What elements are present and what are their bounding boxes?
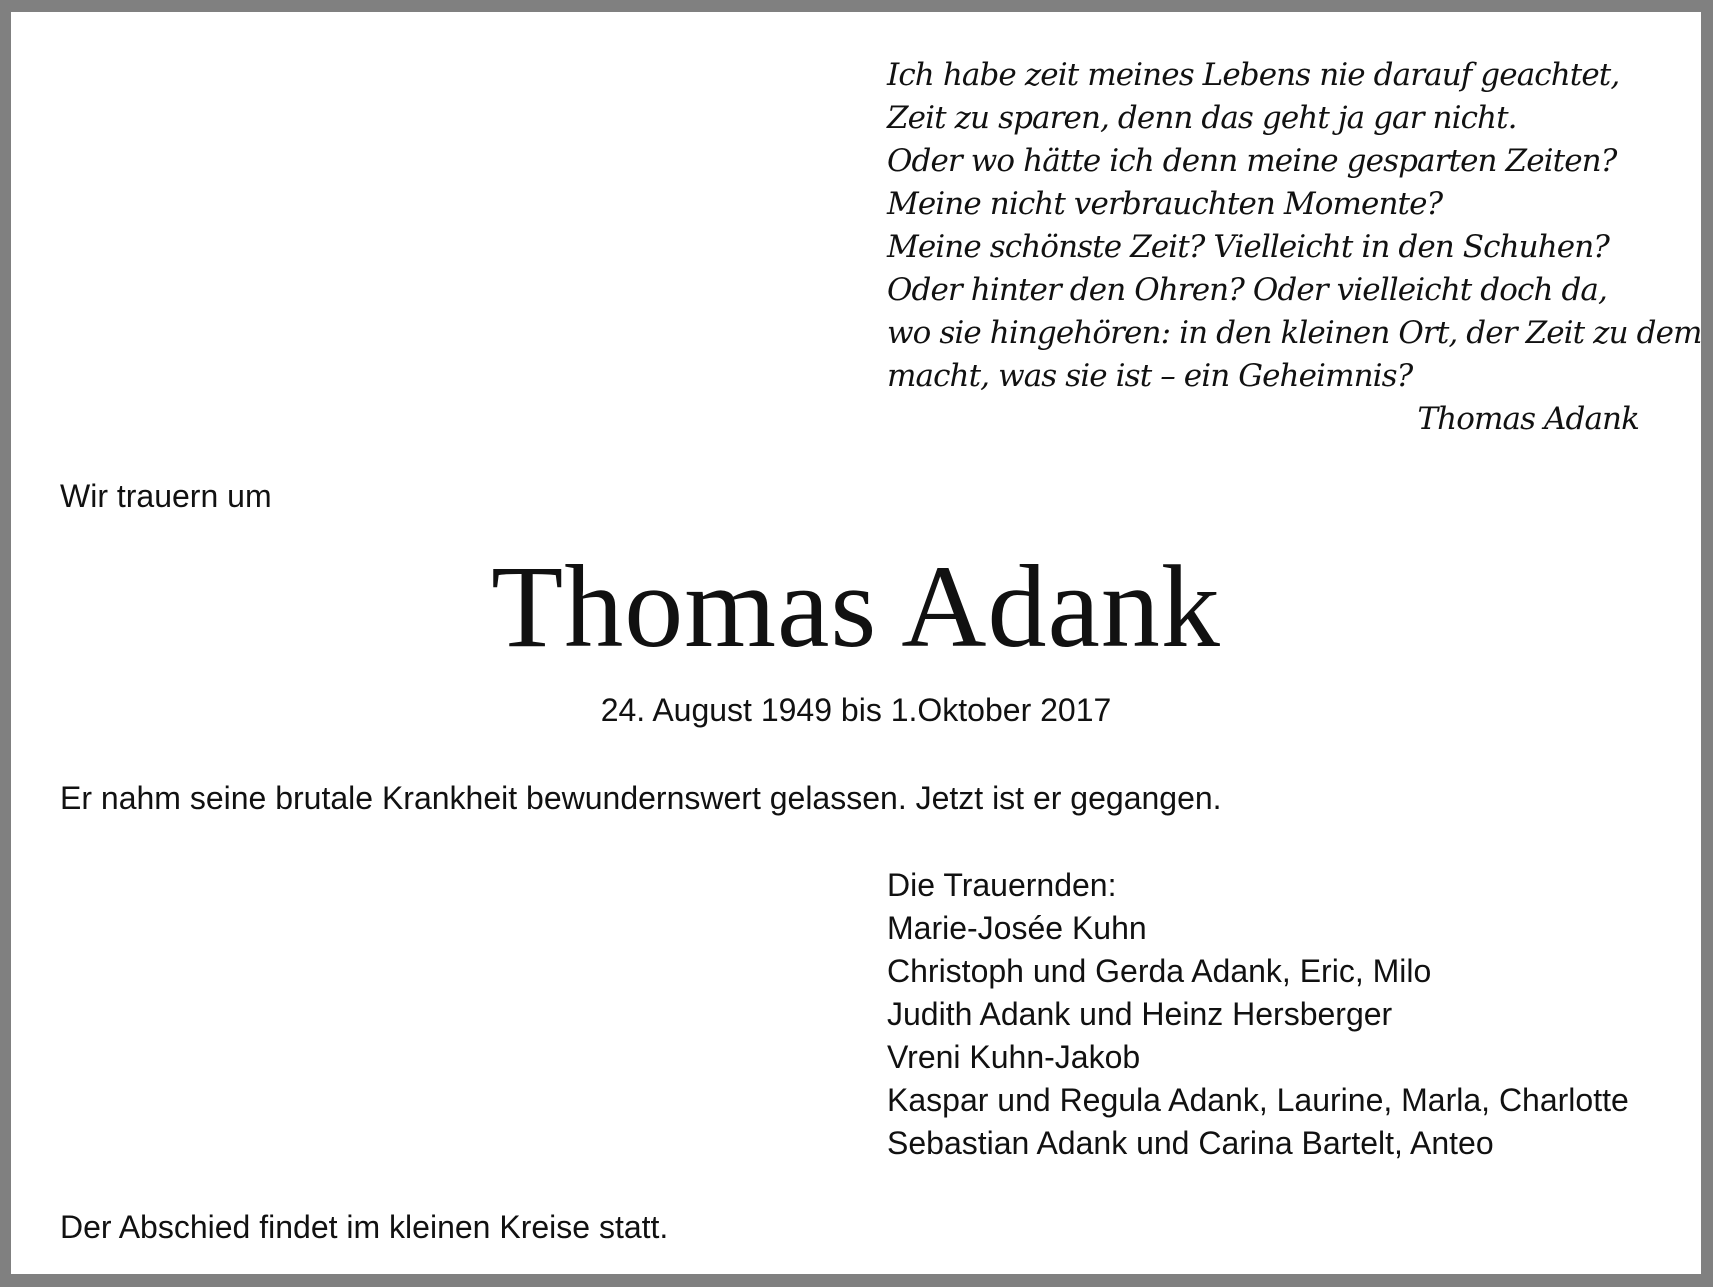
poem-line: Zeit zu sparen, denn das geht ja gar nicht. — [887, 100, 1517, 136]
poem-line: Meine nicht verbrauchten Momente? — [887, 186, 1443, 222]
intro-text: Wir trauern um — [60, 478, 272, 514]
poem-quote — [887, 54, 1702, 441]
deceased-name: Thomas Adank — [491, 541, 1221, 672]
mourner-entry: Judith Adank und Heinz Hersberger — [887, 996, 1393, 1032]
statement-text: Er nahm seine brutale Krankheit bewundernswert gelassen. Jetzt ist er gegangen. — [60, 780, 1222, 816]
poem-line: Meine schönste Zeit? Vielleicht in den Schuhen? — [887, 229, 1610, 265]
mourner-entry: Kaspar und Regula Adank, Laurine, Marla, Charlotte — [887, 1082, 1629, 1118]
mourners-list — [887, 864, 1629, 1165]
mourners-heading: Die Trauernden: — [887, 867, 1117, 903]
obituary-notice — [11, 12, 1701, 1274]
farewell-text: Der Abschied findet im kleinen Kreise statt. — [60, 1209, 669, 1245]
poem-author: Thomas Adank — [1417, 401, 1639, 437]
mourner-entry: Sebastian Adank und Carina Bartelt, Anteo — [887, 1125, 1494, 1161]
mourner-entry: Vreni Kuhn-Jakob — [887, 1039, 1141, 1075]
mourner-entry: Christoph und Gerda Adank, Eric, Milo — [887, 953, 1432, 989]
poem-line: wo sie hingehören: in den kleinen Ort, der Zeit zu dem — [887, 315, 1702, 351]
poem-line: Ich habe zeit meines Lebens nie darauf geachtet, — [887, 57, 1620, 93]
poem-line: Oder wo hätte ich denn meine gesparten Zeiten? — [887, 143, 1617, 179]
life-dates: 24. August 1949 bis 1.Oktober 2017 — [600, 692, 1112, 728]
poem-line: Oder hinter den Ohren? Oder vielleicht doch da, — [887, 272, 1607, 308]
mourner-entry: Marie-Josée Kuhn — [887, 910, 1147, 946]
poem-line: macht, was sie ist – ein Geheimnis? — [887, 358, 1413, 394]
